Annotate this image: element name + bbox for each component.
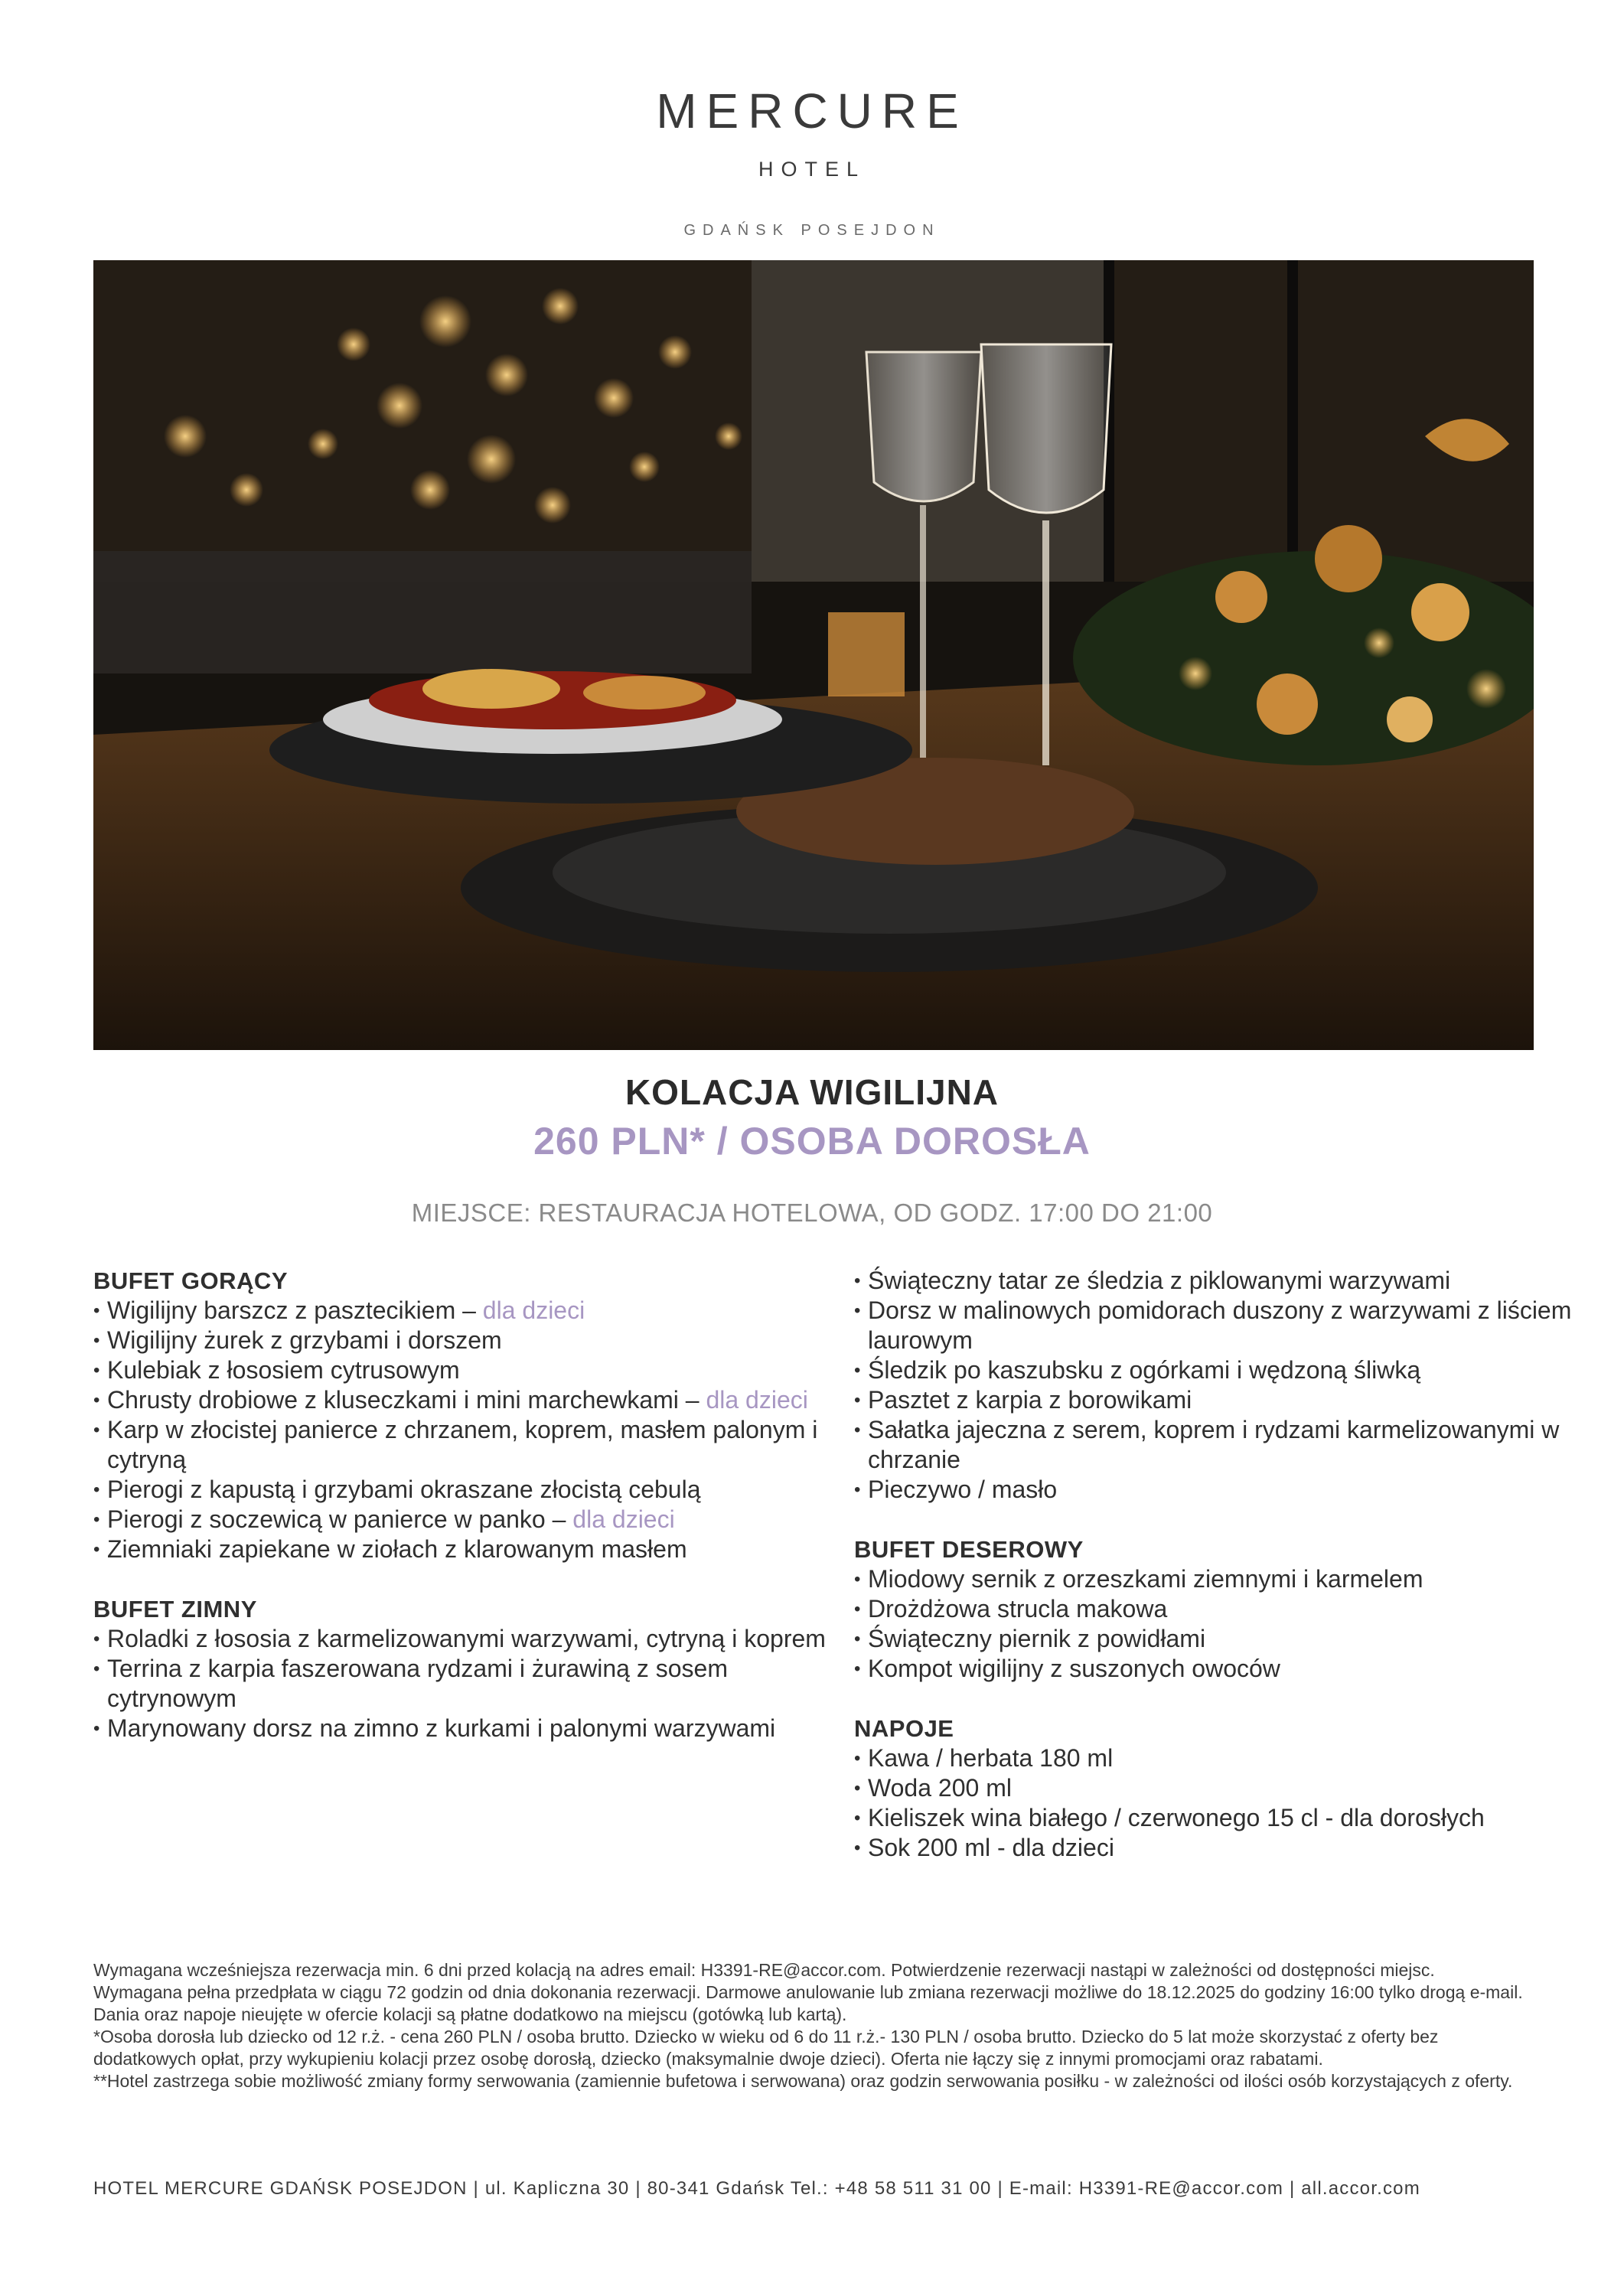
menu-item: • Kieliszek wina białego / czerwonego 15 cl - dla dorosłych <box>854 1803 1589 1833</box>
menu-left-column <box>93 1266 828 1743</box>
menu-item: • Wigilijny żurek z grzybami i dorszem <box>93 1326 828 1355</box>
menu-item: • Pieczywo / masło <box>854 1475 1589 1505</box>
menu-item: • Świąteczny piernik z powidłami <box>854 1624 1589 1654</box>
note-payment: Wymagana pełna przedpłata w ciągu 72 godzin od dnia dokonania rezerwacji. Darmowe anulowanie lub zmiana rezerwacji możliwe do 18.12.2025 do godziny 16:00 tylko drogą e-mail. Dania oraz napoje nieujęte w ofercie kolacji są płatne dodatkowo na miejscu (gotówką lub kartą). <box>93 1982 1523 2024</box>
menu-right-column <box>854 1266 1589 1863</box>
menu-item: • Sałatka jajeczna z serem, koprem i rydzami karmelizowanymi w chrzanie <box>854 1415 1589 1475</box>
section-title-dessert-buffet: BUFET DESEROWY <box>854 1536 1084 1563</box>
menu-item: • Ziemniaki zapiekane w ziołach z klarowanym masłem <box>93 1534 828 1564</box>
menu-item: • Kompot wigilijny z suszonych owoców <box>854 1654 1589 1684</box>
menu-item: • Świąteczny tatar ze śledzia z piklowanymi warzywami <box>854 1266 1589 1296</box>
menu-item: • Terrina z karpia faszerowana rydzami i żurawiną z sosem cytrynowym <box>93 1654 828 1714</box>
menu-item: • Chrusty drobiowe z kluseczkami i mini marchewkami – dla dzieci <box>93 1385 828 1415</box>
brand-logo-text: MERCURE <box>656 83 968 139</box>
kids-tag: dla dzieci <box>706 1386 808 1414</box>
menu-item: • Roladki z łososia z karmelizowanymi warzywami, cytryną i koprem <box>93 1624 828 1654</box>
menu-item: • Miodowy sernik z orzeszkami ziemnymi i karmelem <box>854 1564 1589 1594</box>
footer-contact: HOTEL MERCURE GDAŃSK POSEJDON | ul. Kapliczna 30 | 80-341 Gdańsk Tel.: +48 58 511 31 00 | E-mail: H3391-RE@accor.com | all.accor.com <box>93 2178 1420 2199</box>
menu-item: • Woda 200 ml <box>854 1773 1589 1803</box>
event-title: KOLACJA WIGILIJNA <box>624 1072 1000 1112</box>
menu-item: • Wigilijny barszcz z pasztecikiem – dla dzieci <box>93 1296 828 1326</box>
section-title-drinks: NAPOJE <box>854 1715 954 1742</box>
terms-notes <box>93 1959 1532 2092</box>
event-price: 260 PLN* / OSOBA DOROSŁA <box>533 1120 1091 1163</box>
menu-item: • Pierogi z soczewicą w panierce w panko – dla dzieci <box>93 1505 828 1534</box>
kids-tag: dla dzieci <box>572 1505 675 1533</box>
menu-item: • Śledzik po kaszubsku z ogórkami i wędzoną śliwką <box>854 1355 1589 1385</box>
menu-item: • Kawa / herbata 180 ml <box>854 1743 1589 1773</box>
menu-item: • Pierogi z kapustą i grzybami okraszane złocistą cebulą <box>93 1475 828 1505</box>
menu-item: • Pasztet z karpia z borowikami <box>854 1385 1589 1415</box>
menu-item: • Karp w złocistej panierce z chrzanem, koprem, masłem palonym i cytryną <box>93 1415 828 1475</box>
hotel-location: GDAŃSK POSEJDON <box>683 222 941 239</box>
menu-item: • Dorsz w malinowych pomidorach duszony z warzywami z liściem laurowym <box>854 1296 1589 1355</box>
note-service: **Hotel zastrzega sobie możliwość zmiany formy serwowania (zamiennie bufetowa i serwowana) oraz godzin serwowania posiłku - w zależności od ilości osób korzystających z oferty. <box>93 2071 1513 2091</box>
menu-item: • Kulebiak z łososiem cytrusowym <box>93 1355 828 1385</box>
brand-subtitle: HOTEL <box>758 158 866 181</box>
section-title-cold-buffet: BUFET ZIMNY <box>93 1596 257 1623</box>
menu-item: • Marynowany dorsz na zimno z kurkami i palonymi warzywami <box>93 1714 828 1743</box>
note-pricing: *Osoba dorosła lub dziecko od 12 r.ż. - cena 260 PLN / osoba brutto. Dziecko w wieku od 6 do 11 r.ż.- 130 PLN / osoba brutto. Dziecko do 5 lat może skorzystać z oferty bez dodatkowych opłat, przy wykupieniu kolacji przez osobę dorosłą, dziecko (maksymalnie dwoje dzieci). Oferta nie łączy się z innymi promocjami oraz rabatami. <box>93 2027 1439 2069</box>
kids-tag: dla dzieci <box>482 1296 585 1324</box>
note-reservation: Wymagana wcześniejsza rezerwacja min. 6 dni przed kolacją na adres email: H3391-RE@accor.com. Potwierdzenie rezerwacji nastąpi w zależności od dostępności miejsc. <box>93 1960 1435 1980</box>
section-title-hot-buffet: BUFET GORĄCY <box>93 1267 288 1294</box>
menu-item: • Drożdżowa strucla makowa <box>854 1594 1589 1624</box>
festive-table-illustration <box>93 260 1534 1050</box>
hero-image <box>93 260 1534 1050</box>
event-venue: MIEJSCE: RESTAURACJA HOTELOWA, OD GODZ. 17:00 DO 21:00 <box>411 1199 1213 1227</box>
menu-item: • Sok 200 ml - dla dzieci <box>854 1833 1589 1863</box>
